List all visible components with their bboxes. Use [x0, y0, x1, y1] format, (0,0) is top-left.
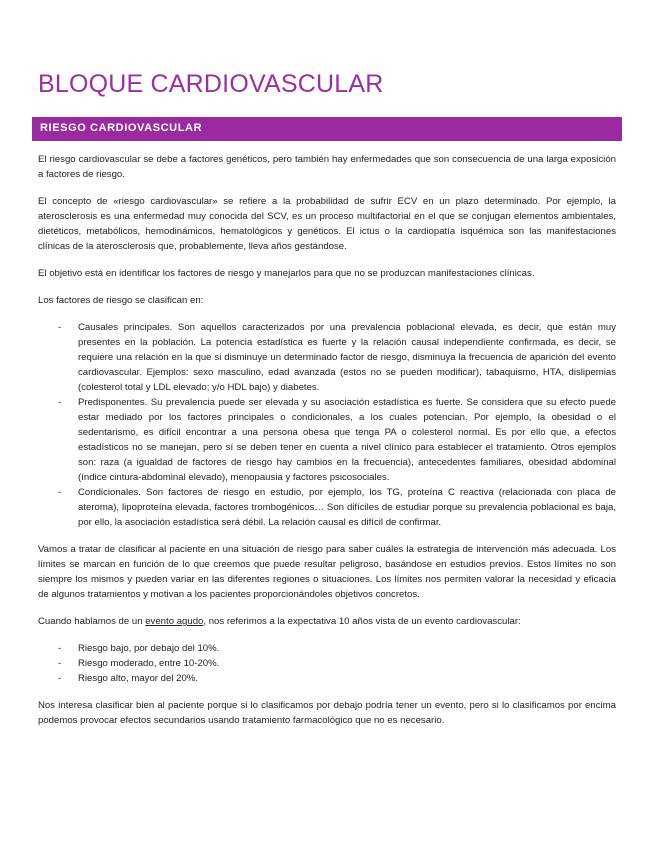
document-body	[38, 152, 616, 740]
paragraph-text: Cuando hablamos de un	[38, 616, 146, 627]
list-item-text: Causales principales. Son aquellos caracterizados por una prevalencia poblacional elevada, es decir, que están muy presentes en la población. La potencia estadística es fuerte y la relación causal independiente confirmada, es decir, se requiere una relación en la que si disminuye un determinado factor de riesgo, disminuya la frecuencia de aparición del evento cardiovascular. Ejemplos: sexo masculino, edad avanzada (estos no se pueden modificar), tabaquismo, HTA, dislipemias (colesterol total y LDL elevado; y/o HDL bajo) y diabetes.	[78, 322, 616, 393]
list-item	[38, 395, 616, 485]
list-dash: -	[58, 643, 62, 654]
paragraph: El concepto de «riesgo cardiovascular» se refiere a la probabilidad de sufrir ECV en un plazo determinado. Por ejemplo, la aterosclerosis es una enfermedad muy conocida del SCV, es un proceso multifactorial en el que se conjugan elementos ambientales, dietéticos, metabólicos, hemodinámicos, hematológicos y genéticos. El ictus o la cardiopatía isquémica son las manifestaciones clínicas de la aterosclerosis que, probablemente, lleva años gestándose.	[38, 196, 616, 252]
underlined-term: evento agudo	[145, 616, 204, 627]
list-item	[38, 485, 616, 530]
list-item	[38, 671, 616, 686]
risk-level-list	[38, 641, 616, 686]
list-item-text: Riesgo moderado, entre 10-20%.	[78, 658, 220, 669]
paragraph	[38, 614, 616, 629]
list-dash: -	[58, 673, 62, 684]
page-title: BLOQUE CARDIOVASCULAR	[38, 70, 384, 98]
list-item	[38, 320, 616, 395]
section-heading-bar	[32, 117, 622, 141]
paragraph: Vamos a tratar de clasificar al paciente en una situación de riesgo para saber cuáles la estrategia de intervención más adecuada. Los límites se marcan en función de lo que creemos que puede resultar peligroso, basándose en estudios previos. Estos límites no son siempre los mismos y pueden variar en las diferentes regiones o situaciones. Los límites nos permiten valorar la necesidad y eficacia de algunos tratamientos y motivan a los pacientes proporcionándoles objetivos concretos.	[38, 544, 616, 600]
paragraph: Los factores de riesgo se clasifican en:	[38, 295, 204, 306]
risk-factor-list	[38, 320, 616, 530]
paragraph: Nos interesa clasificar bien al paciente porque si lo clasificamos por debajo podría tener un evento, pero si lo clasificamos por encima podemos provocar efectos secundarios usando tratamiento farmacológico que no es necesario.	[38, 700, 616, 726]
list-dash: -	[58, 658, 62, 669]
paragraph-text: , nos referimos a la expectativa 10 años vista de un evento cardiovascular:	[203, 616, 521, 627]
list-dash: -	[58, 487, 62, 498]
list-item-text: Condicionales. Son factores de riesgo en estudio, por ejemplo, los TG, proteína C reactiva (relacionada con placa de ateroma), lipoproteína elevada, factores trombogénicos… Son difíciles de estudiar porque su prevalencia poblacional es baja, por ello, la asociación estadística será débil. La relación causal es difícil de confirmar.	[78, 487, 616, 528]
section-heading: RIESGO CARDIOVASCULAR	[40, 122, 203, 134]
list-item-text: Riesgo bajo, por debajo del 10%.	[78, 643, 220, 654]
list-item-text: Riesgo alto, mayor del 20%.	[78, 673, 198, 684]
list-item-text: Predisponentes. Su prevalencia puede ser elevada y su asociación estadística es fuerte. Se considera que su efecto puede estar mediado por los factores principales o condicionales, a los cuales potencian. Por ejemplo, la obesidad o el sedentarismo, es difícil encontrar a una persona obesa que tenga PA o colesterol normal. Es por ello que, a efectos estadísticos no se manejan, pero sí se deben tener en cuenta a nivel clínico para establecer el tratamiento. Otros ejemplos son: raza (a igualdad de factores de riesgo hay cambios en la frecuencia), antecedentes familiares, obesidad abdominal (índice cintura-abdominal elevado), menopausia y factores psicosociales.	[78, 397, 616, 483]
paragraph: El riesgo cardiovascular se debe a factores genéticos, pero también hay enfermedades que son consecuencia de una larga exposición a factores de riesgo.	[38, 154, 616, 180]
list-item	[38, 656, 616, 671]
list-dash: -	[58, 322, 62, 333]
list-item	[38, 641, 616, 656]
list-dash: -	[58, 397, 62, 408]
paragraph: El objetivo está en identificar los factores de riesgo y manejarlos para que no se produzcan manifestaciones clínicas.	[38, 268, 535, 279]
